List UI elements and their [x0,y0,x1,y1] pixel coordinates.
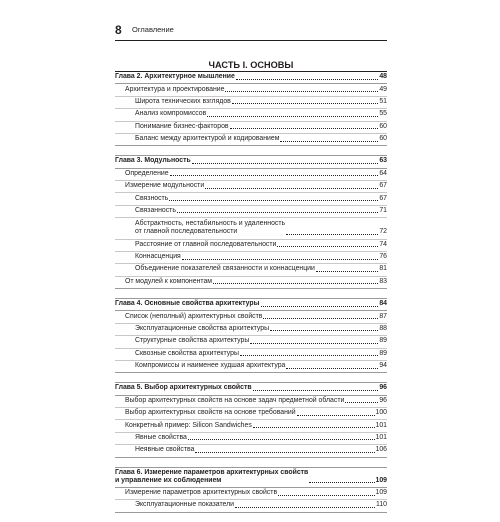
toc-entry-title: Баланс между архитектурой и кодированием [135,135,280,143]
toc-entry-page: 109 [375,476,387,484]
dot-leader [205,188,378,189]
toc-entry-title: Эксплуатационные свойства архитектуры [135,324,270,332]
toc-entry [115,264,387,276]
toc-entry-page: 96 [379,396,387,404]
dot-leader [240,355,378,356]
dot-leader [309,482,374,483]
chapter-block [115,155,387,289]
toc-entry [115,433,387,445]
toc-entry-page: 74 [379,240,387,248]
toc-entry-page: 51 [379,97,387,105]
toc-entry [115,324,387,336]
toc-entry-title: Конкретный пример: Silicon Sandwiches [125,421,252,429]
toc-entry-title: Объединение показателей связанности и коннасценции [135,265,315,273]
toc-entry [115,488,387,500]
toc-entry [115,311,387,323]
chapter-block [115,382,387,457]
toc-entry-page: 96 [379,384,387,392]
toc-entry-title: Коннасценция [135,253,181,261]
toc-entry-page: 110 [376,501,387,509]
toc-entry [115,109,387,121]
dot-leader [195,452,374,453]
dot-leader [235,507,375,508]
toc-entry [115,420,387,432]
toc-entry-title: Абстрактность, нестабильность и удаленность от главной последовательности [135,220,286,236]
toc-entry-page: 109 [375,489,387,497]
dot-leader [213,283,378,284]
toc-entry-title: Широта технических взглядов [135,97,231,105]
dot-leader [286,234,378,235]
toc-entry-title: Компромиссы и наименее худшая архитектура [135,362,286,370]
toc-entry-page: 81 [379,265,387,273]
chapter-heading [115,72,387,84]
toc-entry [115,500,387,511]
toc-entry-page: 88 [379,324,387,332]
dot-leader [261,306,379,307]
dot-leader [263,318,378,319]
dot-leader [192,163,379,164]
part-title: ЧАСТЬ I. ОСНОВЫ [208,60,294,70]
toc-entry [115,218,387,239]
toc-entry-title: Расстояние от главной последовательности [135,240,277,248]
chapter-heading [115,156,387,168]
toc-entry [115,277,387,288]
toc-entry-page: 84 [379,300,387,308]
dot-leader [286,368,378,369]
dot-leader [230,128,379,129]
chapter-block [115,467,387,513]
dot-leader [225,91,378,92]
toc-entry-title: Структурные свойства архитектуры [135,337,250,345]
dot-leader [253,427,375,428]
dot-leader [270,330,378,331]
page-header [115,22,387,38]
dot-leader [253,390,379,391]
toc-entry-page: 64 [379,169,387,177]
toc-entry-title: Связанность [135,206,176,214]
toc-entry-page: 89 [379,349,387,357]
chapter-heading [115,468,387,488]
toc-entry [115,84,387,96]
toc-entry-title: Измерение модульности [125,182,205,190]
chapter-heading [115,383,387,395]
toc-entry [115,97,387,109]
toc-entry-page: 67 [379,182,387,190]
dot-leader [170,175,379,176]
dot-leader [345,402,378,403]
toc-entry-title: Выбор архитектурных свойств на основе задач предметной области [125,396,345,404]
toc-entry [115,445,387,456]
toc-entry-title: Глава 6. Измерение параметров архитектурных свойств и управление их соблюдением [115,468,309,484]
toc-entry [115,361,387,372]
toc-entry-page: 89 [379,337,387,345]
toc-entry-title: Сквозные свойства архитектуры [135,349,239,357]
toc-entry [115,240,387,252]
dot-leader [277,246,378,247]
toc-entry-page: 101 [375,433,387,441]
dot-leader [278,495,374,496]
toc-entry-title: Эксплуатационные показатели [135,501,235,509]
dot-leader [207,116,378,117]
toc-entry-title: Глава 3. Модульность [115,157,191,165]
toc-entry-title: Список (неполный) архитектурных свойств [125,312,263,320]
toc-entry-page: 71 [379,206,387,214]
toc-entry-page: 101 [375,421,387,429]
toc-entry-title: Измерение параметров архитектурных свойств [125,489,278,497]
page-number: 8 [115,23,122,37]
toc-entry-title: Архитектура и проектирование [125,85,225,93]
toc-entry-page: 55 [379,110,387,118]
toc-entry-title: Анализ компромиссов [135,110,207,118]
dot-leader [236,79,378,80]
toc-entry-title: Глава 5. Выбор архитектурных свойств [115,384,252,392]
toc-entry-title: Связность [135,194,169,202]
toc-entry [115,408,387,420]
toc-entry [115,336,387,348]
toc-entry-page: 100 [375,409,387,417]
dot-leader [232,103,379,104]
dot-leader [250,343,378,344]
dot-leader [316,271,378,272]
toc-entry-title: Выбор архитектурных свойств на основе требований [125,409,296,417]
toc-entry-page: 87 [379,312,387,320]
toc-entry-page: 67 [379,194,387,202]
toc-entry [115,181,387,193]
toc-entry [115,349,387,361]
header-rule [115,40,387,41]
toc-entry-page: 60 [379,122,387,130]
toc-entry [115,134,387,145]
chapter-heading [115,299,387,311]
toc-entry-page: 76 [379,253,387,261]
toc-entry [115,122,387,134]
dot-leader [188,439,375,440]
toc-entry-title: Определение [125,169,169,177]
toc-entry-page: 83 [379,277,387,285]
dot-leader [297,415,375,416]
toc-entry [115,396,387,408]
toc-entry-page: 60 [379,135,387,143]
dot-leader [177,212,378,213]
toc-entry-page: 94 [379,362,387,370]
toc-entry [115,252,387,264]
dot-leader [169,200,378,201]
dot-leader [182,259,379,260]
toc-entry-title: Неявные свойства [135,446,195,454]
chapter-block [115,71,387,146]
toc-entry-page: 63 [379,157,387,165]
toc-entry-title: Понимание бизнес-факторов [135,122,229,130]
toc-entry-page: 106 [375,446,387,454]
toc-entry [115,193,387,205]
toc-entry [115,169,387,181]
toc-entry-page: 49 [379,85,387,93]
table-of-contents [115,71,387,522]
toc-entry-title: Глава 2. Архитектурное мышление [115,73,235,81]
toc-entry-page: 72 [379,228,387,236]
toc-entry-title: Явные свойства [135,433,187,441]
toc-entry-title: От модулей к компонентам [125,277,213,285]
dot-leader [280,141,378,142]
chapter-block [115,298,387,373]
running-title: Оглавление [132,25,174,34]
toc-entry [115,206,387,218]
toc-entry-title: Глава 4. Основные свойства архитектуры [115,300,260,308]
toc-entry-page: 48 [379,73,387,81]
